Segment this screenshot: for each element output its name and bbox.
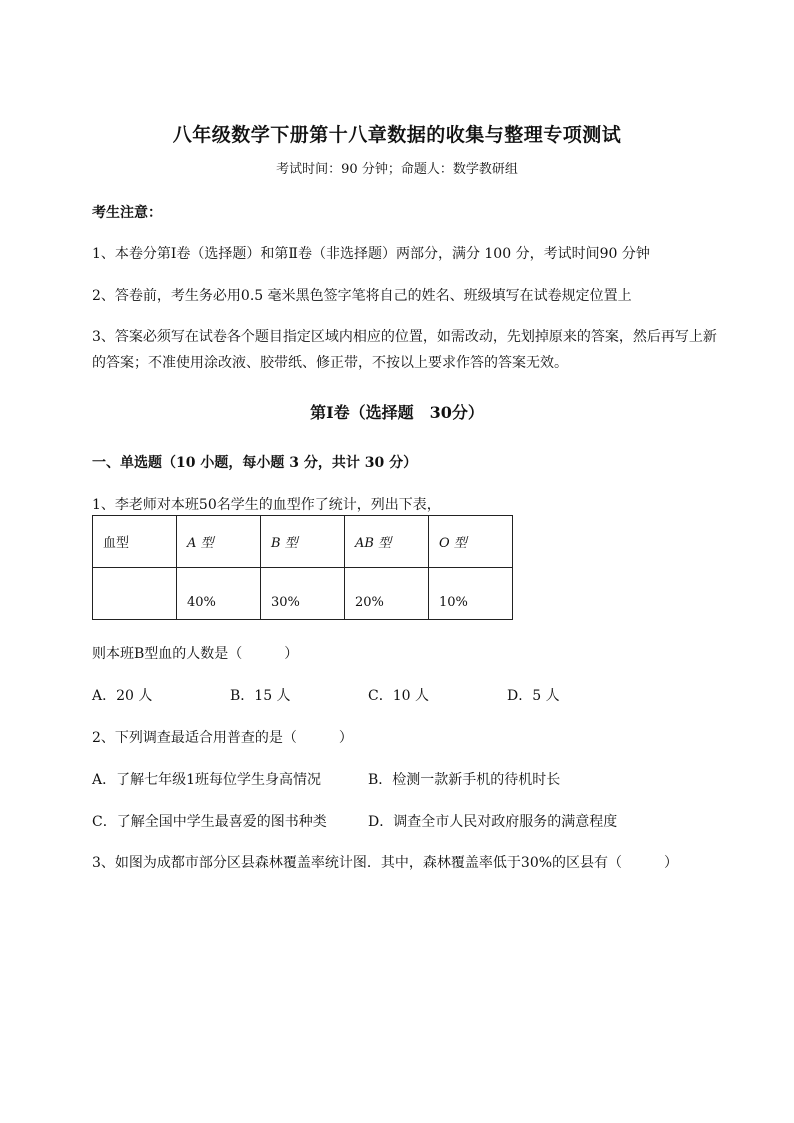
- question-2-stem: 2、下列调查最适合用普查的是（ ）: [92, 730, 353, 746]
- question-3-stem: 3、如图为成都市部分区县森林覆盖率统计图．其中，森林覆盖率低于30%的区县有（ ）: [92, 855, 679, 871]
- table-header-cell: 血型: [93, 516, 177, 568]
- notice-item-1: 1、本卷分第Ⅰ卷（选择题）和第Ⅱ卷（非选择题）两部分，满分 100 分，考试时间90 分钟: [92, 246, 650, 262]
- table-cell: 20%: [345, 568, 429, 620]
- q1-option-b[interactable]: B．15 人: [230, 688, 291, 704]
- table-row: [93, 568, 513, 620]
- question-1-ask: 则本班B型血的人数是（ ）: [92, 646, 299, 662]
- q1-option-a[interactable]: A．20 人: [92, 688, 153, 704]
- table-header-cell: O 型: [429, 516, 513, 568]
- q1-option-c[interactable]: C．10 人: [368, 688, 429, 704]
- table-header-cell: A 型: [177, 516, 261, 568]
- q1-option-d[interactable]: D．5 人: [507, 688, 560, 704]
- exam-info: 考试时间：90 分钟；命题人：数学教研组: [276, 162, 518, 177]
- notice-item-3: 3、答案必须写在试卷各个题目指定区域内相应的位置，如需改动，先划掉原来的答案，然后再写上新: [92, 329, 717, 345]
- table-row: [93, 516, 513, 568]
- q2-option-a[interactable]: A．了解七年级1班每位学生身高情况: [92, 772, 322, 788]
- question-1-stem: 1、李老师对本班50名学生的血型作了统计，列出下表，: [92, 497, 441, 513]
- blood-type-table: [92, 515, 513, 620]
- notice-item-2: 2、答卷前，考生务必用0.5 毫米黑色签字笔将自己的姓名、班级填写在试卷规定位置上: [92, 288, 632, 304]
- page-title: 八年级数学下册第十八章数据的收集与整理专项测试: [172, 124, 622, 146]
- notice-item-3-cont: 的答案；不准使用涂改液、胶带纸、修正带，不按以上要求作答的答案无效。: [92, 355, 568, 371]
- part-title: 一、单选题（10 小题，每小题 3 分，共计 30 分）: [92, 455, 418, 471]
- section-title: 第Ⅰ卷（选择题 30分）: [310, 403, 484, 422]
- table-cell: [93, 568, 177, 620]
- table-header-cell: AB 型: [345, 516, 429, 568]
- table-cell: 10%: [429, 568, 513, 620]
- q2-option-d[interactable]: D．调查全市人民对政府服务的满意程度: [368, 814, 618, 830]
- q2-option-c[interactable]: C．了解全国中学生最喜爱的图书种类: [92, 814, 327, 830]
- notice-heading: 考生注意：: [92, 205, 162, 221]
- q2-option-b[interactable]: B．检测一款新手机的待机时长: [368, 772, 561, 788]
- table-cell: 30%: [261, 568, 345, 620]
- table-header-cell: B 型: [261, 516, 345, 568]
- table-cell: 40%: [177, 568, 261, 620]
